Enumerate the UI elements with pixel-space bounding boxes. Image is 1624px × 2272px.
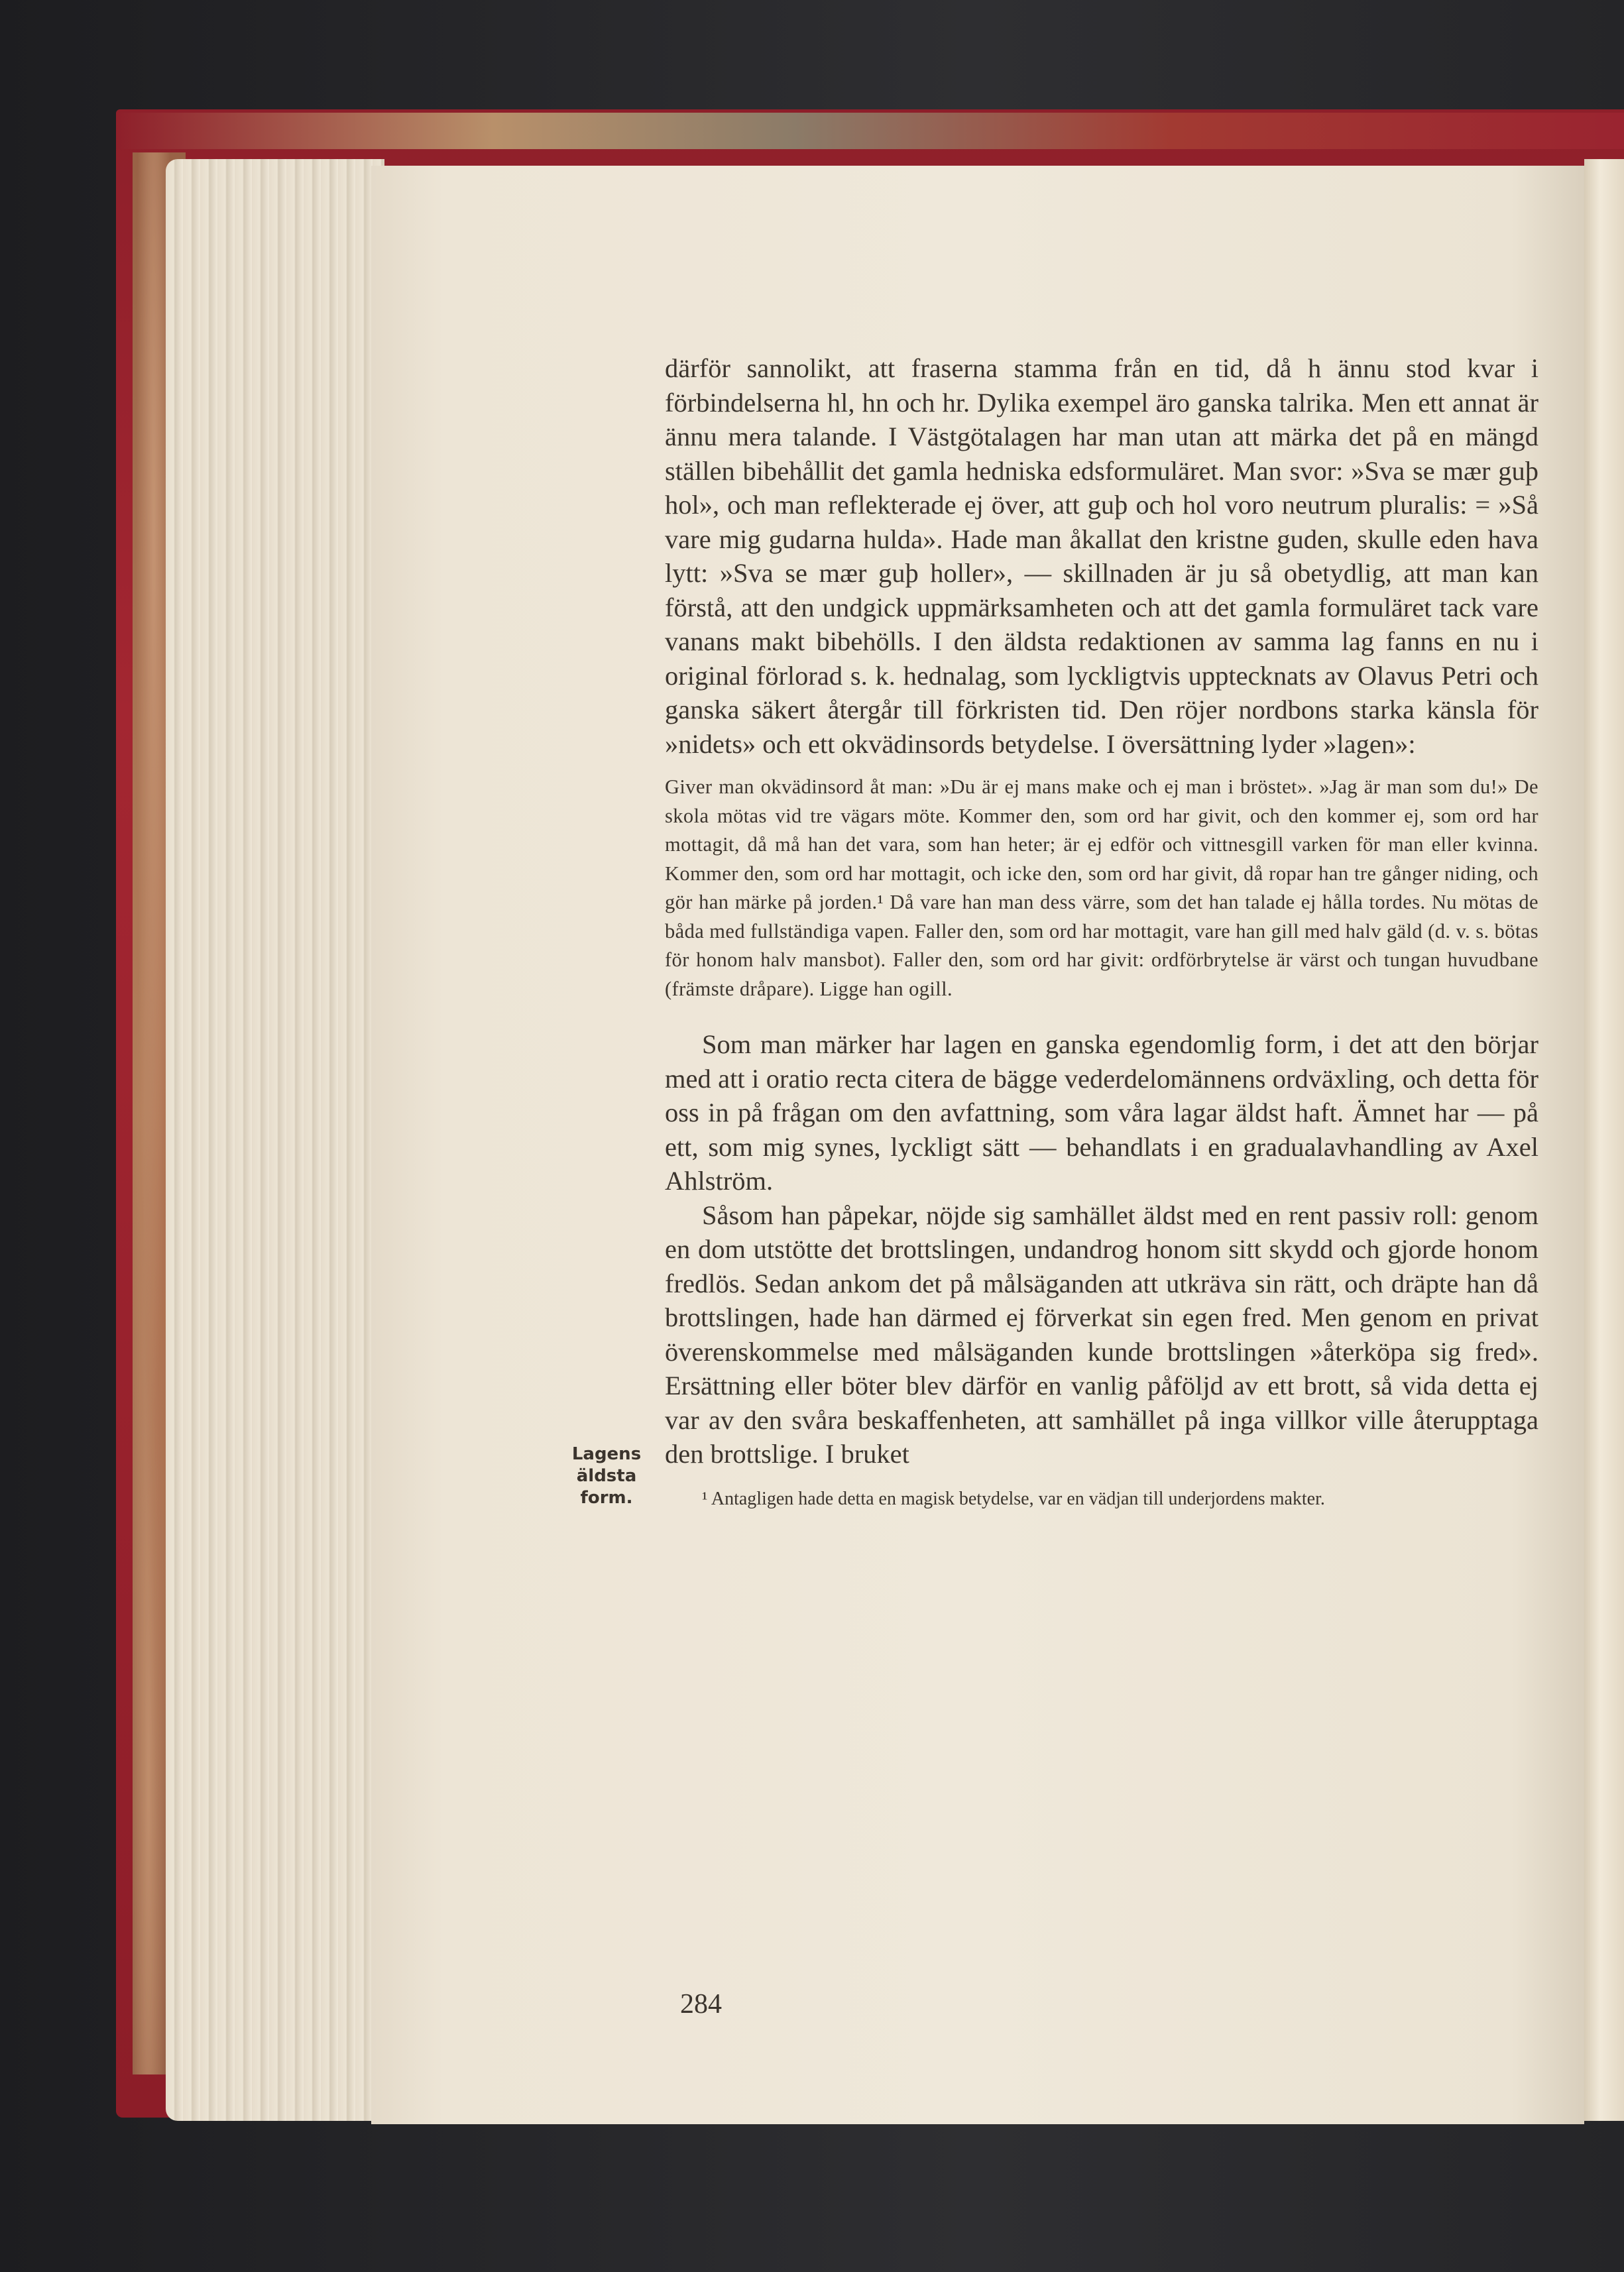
book-top-edge xyxy=(116,113,1624,149)
margin-note-line: äldsta xyxy=(576,1466,637,1486)
quoted-law-text: Giver man okvädinsord åt man: »Du är ej mans make och ej man i bröstet». »Jag är man som du!» De skola mötas vid tre vägars möte. Kommer den, som ord har givit, och den kommer ej, som ord har mottagit, då må han det vara, som han heter; är ej edför och vittnesgill varken för man eller kvinna. Kommer den, som ord har mottagit, och icke den, som ord har givit, då ropar han tre gånger niding, och gör han märke på jorden.¹ Då vare han man dess värre, som det han talade ej hålla tordes. Nu mötas de båda med fullständiga vapen. Faller den, som ord har mottagit, vare han gill med halv gäld (d. v. s. bötas för honom halv mansbot). Faller den, som ord har givit: ordförbrytelse är värst och tungan huvudbane (främste dråpare). Ligge han ogill. xyxy=(665,775,1538,1000)
margin-note xyxy=(567,1444,646,1509)
body-paragraph: därför sannolikt, att fraserna stamma från en tid, då h ännu stod kvar i förbindelserna hl, hn och hr. Dylika exempel äro ganska talrika. Men ett annat är ännu mera talande. I Västgötalagen har man utan att märka det på en mängd ställen bibehållit det gamla hedniska edsformuläret. Man svor: »Sva se mær guþ hol», och man reflekterade ej över, att guþ och hol voro neutrum pluralis: = »Så vare mig gudarna hulda». Hade man åkallat den kristne guden, skulle eden hava lytt: »Sva se mær guþ holler», — skillnaden är ju så obetydlig, att man kan förstå, att den undgick uppmärksamheten och att det gamla formuläret tack vare vanans makt bibehölls. I den äldsta redaktionen av samma lag fanns en nu i original förlorad s. k. hednalag, som lyckligtvis upptecknats av Olavus Petri och ganska säkert återgår till förkristen tid. Den röjer nordbons starka känsla för »nidets» och ett okvädinsords betydelse. I översättning lyder »lagen»: xyxy=(665,353,1538,759)
page-stack xyxy=(166,159,384,2121)
body-paragraph: Som man märker har lagen en ganska egendomlig form, i det att den börjar med att i oratio recta citera de bägge vederdelomännens ordväxling, och detta för oss in på frågan om den avfattning, som våra lagar äldst haft. Ämnet har — på ett, som mig synes, lyckligt sätt — behandlats i en gradualavhandling av Axel Ahlström. xyxy=(665,1029,1538,1196)
body-paragraph: Såsom han påpekar, nöjde sig samhället äldst med en rent passiv roll: genom en dom utstötte det brottslingen, undandrog honom sitt skydd och gjorde honom fredlös. Sedan ankom det på målsäganden att utkräva sin rätt, och dräpte han då brottslingen, hade han därmed ej förverkat sin egen fred. Men genom en privat överenskommelse med målsäganden kunde brottslingen »återköpa sig fred». Ersättning eller böter blev därför en vanlig påföljd av ett brott, så vida detta ej var av den svåra beskaffenheten, att samhället på inga villkor ville återupptaga den brottslige. I bruket xyxy=(665,1200,1538,1469)
page-number: 284 xyxy=(680,1989,722,2019)
margin-note-line: form. xyxy=(580,1488,633,1508)
facing-page-edge xyxy=(1584,159,1624,2121)
margin-note-line: Lagens xyxy=(571,1444,642,1464)
footnote: ¹ Antagligen hade detta en magisk betydelse, var en vädjan till underjordens makter. xyxy=(702,1488,1325,1509)
text-block xyxy=(665,351,1538,1531)
